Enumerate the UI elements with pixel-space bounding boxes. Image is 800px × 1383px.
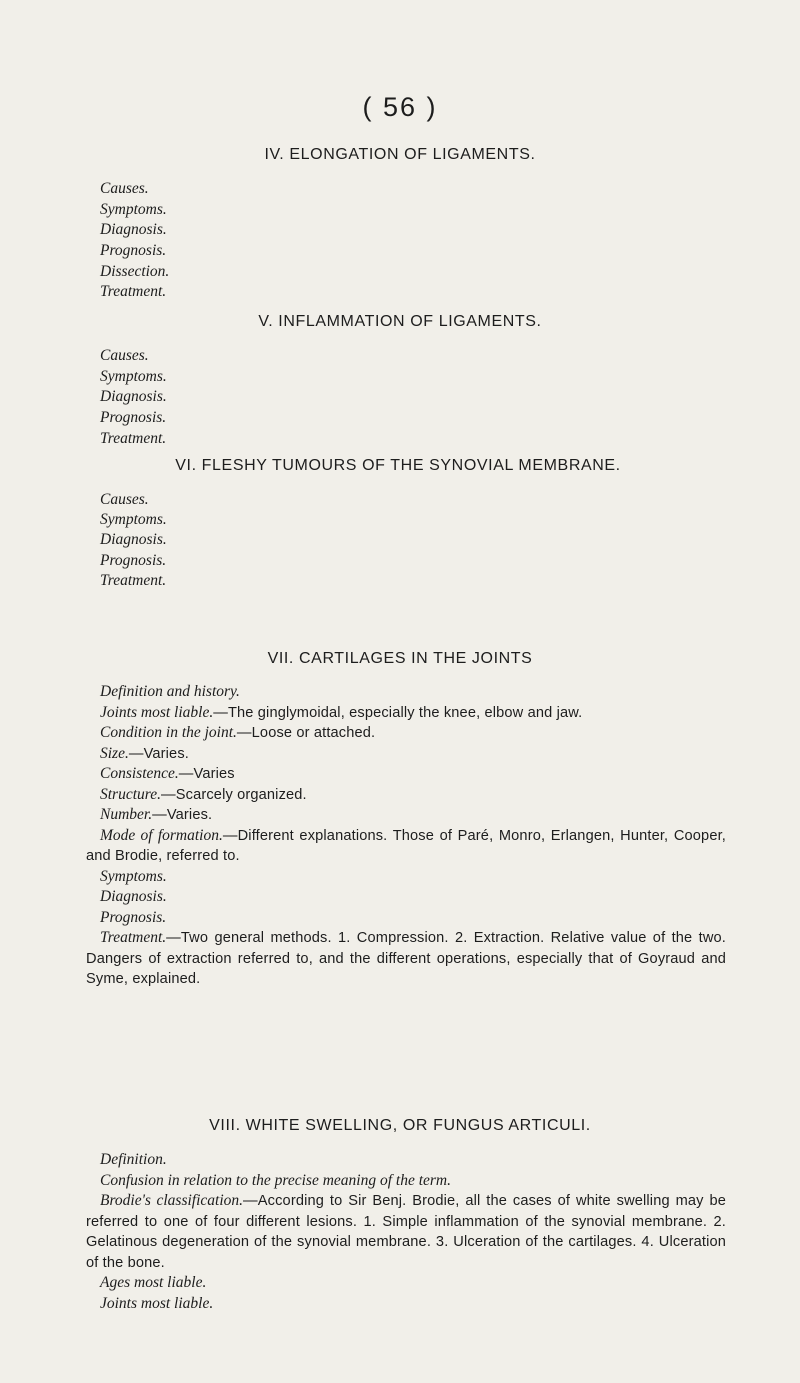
joints-liable-label: Joints most liable. (100, 1294, 214, 1312)
section-viii-heading: VIII. WHITE SWELLING, OR FUNGUS ARTICULI. (209, 1117, 591, 1134)
size-text: —Varies. (128, 745, 189, 762)
section-iv-list (100, 179, 169, 303)
structure-label: Structure. (100, 785, 161, 803)
list-item: Causes. (100, 180, 149, 197)
list-item: Diagnosis. (100, 221, 167, 239)
number-label: Number. (100, 806, 153, 823)
section-viii-body (86, 1150, 726, 1314)
list-item: Treatment. (100, 429, 167, 447)
condition-label: Condition in the joint. (100, 724, 237, 741)
section-v-heading: V. INFLAMMATION OF LIGAMENTS. (258, 313, 542, 330)
page-number: ( 56 ) (362, 92, 438, 122)
list-item: Dissection. (100, 262, 170, 280)
brodie-text: —According to Sir Benj. Brodie, all the cases of white swelling may be referred to one of four different lesions. 1. Simple inflammation of the synovial membrane. 2. Gelatinous degeneration of the synovial membrane. 3. Ulceration of the cartilages. 4. Ulceration of the bone. (86, 1193, 726, 1271)
brodie-label: Brodie's classification. (100, 1192, 244, 1209)
section-vii-heading: VII. CARTILAGES IN THE JOINTS (267, 650, 533, 667)
list-item: Prognosis. (100, 551, 167, 569)
diagnosis-label: Diagnosis. (100, 888, 167, 905)
definition-label: Definition and history. (100, 683, 240, 700)
list-item: Diagnosis. (100, 388, 167, 406)
consistence-label: Consistence. (100, 765, 179, 782)
joints-text: —The ginglymoidal, especially the knee, elbow and jaw. (213, 704, 583, 721)
ages-label: Ages most liable. (100, 1274, 207, 1291)
mode-label: Mode of formation. (100, 826, 223, 844)
joints-label: Joints most liable. (100, 703, 214, 721)
list-item: Causes. (100, 491, 149, 508)
list-item: Diagnosis. (100, 531, 167, 549)
list-item: Symptoms. (100, 367, 167, 385)
list-item: Causes. (100, 347, 149, 364)
treatment-text: —Two general methods. 1. Compression. 2. Extraction. Relative value of the two. Dangers of extraction referred to, and the different operations, especially that of Goyraud and Syme, explained. (86, 930, 726, 987)
list-item: Symptoms. (100, 200, 167, 218)
list-item: Prognosis. (100, 242, 167, 260)
symptoms-label: Symptoms. (100, 867, 167, 885)
structure-text: —Scarcely organized. (161, 786, 307, 803)
section-vii-body (86, 682, 726, 990)
section-v-list (100, 346, 167, 449)
list-item: Treatment. (100, 283, 167, 301)
list-item: Prognosis. (100, 409, 167, 427)
condition-text: —Loose or attached. (236, 725, 376, 741)
mode-text: —Different explanations. Those of Paré, Monro, Erlangen, Hunter, Cooper, and Brodie, referred to. (86, 827, 726, 864)
confusion-label: Confusion in relation to the precise meaning of the term. (100, 1171, 452, 1189)
section-vi-list (100, 490, 167, 591)
section-vi-heading: VI. FLESHY TUMOURS OF THE SYNOVIAL MEMBRANE. (175, 457, 621, 474)
consistence-text: —Varies (178, 766, 235, 782)
list-item: Symptoms. (100, 511, 167, 529)
treatment-label: Treatment. (100, 929, 167, 946)
section-iv-heading: IV. ELONGATION OF LIGAMENTS. (264, 146, 536, 163)
definition-label: Definition. (100, 1151, 167, 1168)
prognosis-label: Prognosis. (100, 908, 167, 926)
list-item: Treatment. (100, 571, 167, 589)
size-label: Size. (100, 744, 129, 762)
number-text: —Varies. (152, 807, 213, 823)
